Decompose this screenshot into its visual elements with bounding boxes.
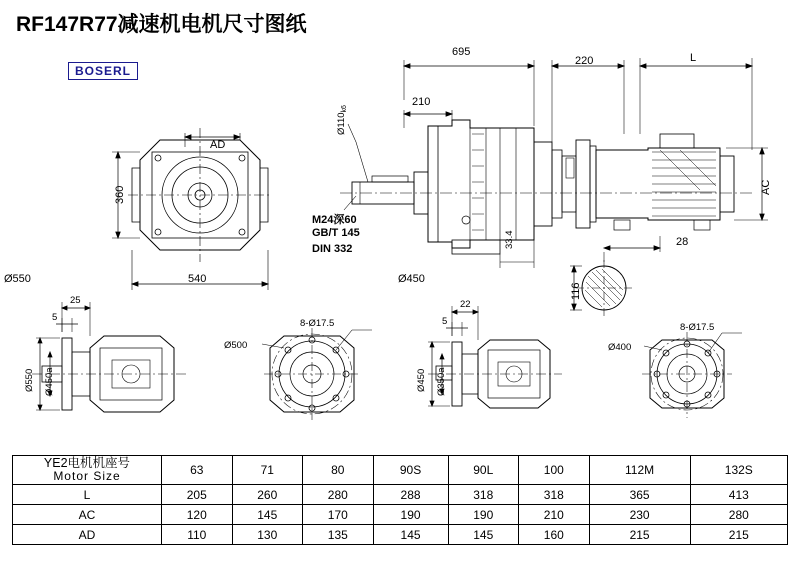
dim-210-label: 210 — [412, 96, 431, 108]
cell: 190 — [373, 505, 448, 525]
cell: 145 — [373, 525, 448, 545]
cell: 318 — [519, 485, 590, 505]
cell: 110 — [162, 525, 233, 545]
dim-25-label: 25 — [70, 295, 81, 306]
brand-logo: BOSERL — [68, 62, 138, 80]
row-header-AD: AD — [13, 525, 162, 545]
dim-695-label: 695 — [452, 46, 471, 58]
thread-note-line2: GB/T 145 — [312, 227, 360, 239]
row-header-L: L — [13, 485, 162, 505]
cell: 288 — [373, 485, 448, 505]
row-header-en: Motor Size — [53, 469, 121, 484]
table-row — [13, 505, 788, 525]
table-body — [13, 456, 788, 545]
row-header-AC: AC — [13, 505, 162, 525]
cell: 71 — [232, 456, 303, 485]
cell: 190 — [448, 505, 519, 525]
cell: 280 — [303, 485, 374, 505]
cell: 413 — [690, 485, 787, 505]
cell: 63 — [162, 456, 233, 485]
view-flange-400-face — [642, 332, 742, 418]
dim-540-label: 540 — [188, 273, 207, 285]
table-row — [13, 456, 788, 485]
cell: 230 — [589, 505, 690, 525]
cell: 215 — [589, 525, 690, 545]
cell: 145 — [448, 525, 519, 545]
cell: 210 — [519, 505, 590, 525]
cell: 130 — [232, 525, 303, 545]
dim-550-label: Ø550 — [4, 273, 31, 285]
dim-550-vertical-label: Ø550 — [24, 368, 35, 392]
cell: 260 — [232, 485, 303, 505]
holes-right-label: 8-Ø17.5 — [680, 322, 715, 333]
cell: 365 — [589, 485, 690, 505]
dim-AD-label: AD — [210, 139, 226, 151]
table-row — [13, 525, 788, 545]
row-header-motor-size — [13, 456, 162, 485]
cell: 280 — [690, 505, 787, 525]
dim-33-4-label: 33.4 — [504, 230, 515, 249]
dim-450-label: Ø450 — [398, 273, 425, 285]
dim-450a-vertical-label: Ø450a — [44, 367, 55, 396]
dim-110-tolerance: k6 — [341, 105, 348, 113]
dim-350a-vertical-label: Ø350a — [436, 367, 447, 396]
motor-size-table — [12, 455, 788, 545]
cell: 145 — [232, 505, 303, 525]
cell: 90S — [373, 456, 448, 485]
thread-note-line3: DIN 332 — [312, 243, 353, 255]
dim-220-label: 220 — [575, 55, 594, 67]
cell: 80 — [303, 456, 374, 485]
dim-110-value: Ø110 — [336, 112, 347, 135]
cell: 205 — [162, 485, 233, 505]
cell: 135 — [303, 525, 374, 545]
dim-AC-label: AC — [760, 179, 772, 195]
view-ad-square — [112, 128, 272, 290]
cell: 100 — [519, 456, 590, 485]
dim-116-label: 116 — [570, 282, 582, 300]
page-title: RF147R77减速机电机尺寸图纸 — [16, 13, 307, 36]
dim-500-label: Ø500 — [224, 340, 248, 351]
cell: 132S — [690, 456, 787, 485]
dim-5b-label: 5 — [442, 316, 448, 327]
dim-28-label: 28 — [676, 236, 689, 248]
cell: 160 — [519, 525, 590, 545]
view-flange-500-face — [262, 328, 372, 420]
table-row — [13, 485, 788, 505]
cell: 120 — [162, 505, 233, 525]
dim-22-label: 22 — [460, 299, 471, 310]
dim-L-label: L — [690, 52, 697, 64]
cell: 318 — [448, 485, 519, 505]
dim-450-vertical-label: Ø450 — [416, 368, 427, 392]
cell: 90L — [448, 456, 519, 485]
row-header-cn: YE2电机机座号 — [43, 456, 131, 470]
holes-left-label: 8-Ø17.5 — [300, 318, 335, 329]
cell: 112M — [589, 456, 690, 485]
thread-note-line1: M24深60 — [312, 214, 357, 226]
dim-360-label: 360 — [114, 185, 126, 204]
dim-400-label: Ø400 — [608, 342, 632, 353]
cell: 215 — [690, 525, 787, 545]
cell: 170 — [303, 505, 374, 525]
dim-5a-label: 5 — [52, 312, 58, 323]
dim-110k6-label — [336, 105, 348, 135]
view-flange-450-side — [428, 306, 562, 408]
